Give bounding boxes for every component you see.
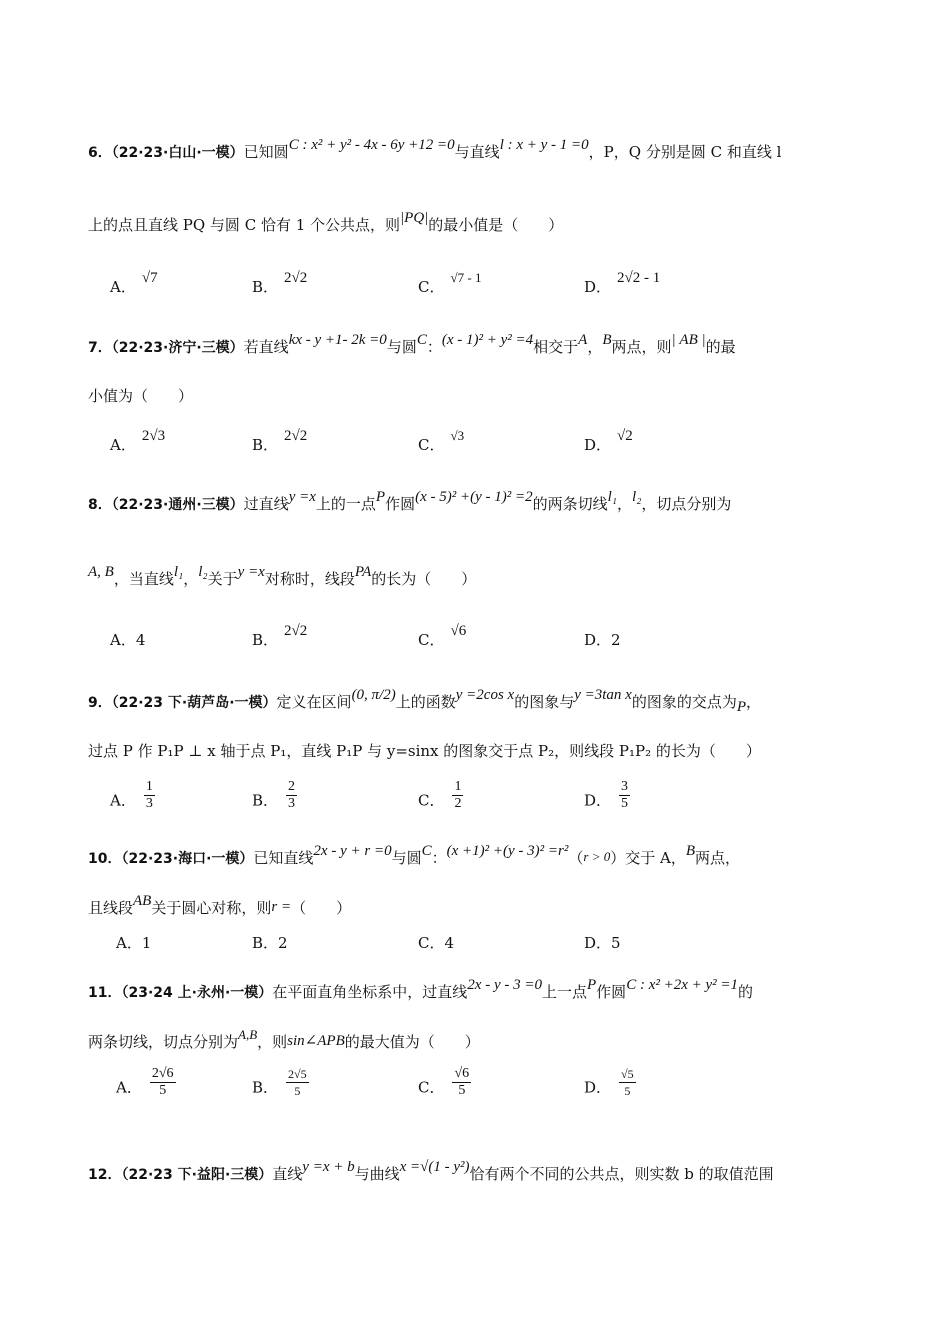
text-segment: PA [354, 564, 372, 580]
text-segment: 作圆 [385, 495, 416, 513]
text-segment: A,B [238, 1027, 258, 1042]
question-10-line-1 [88, 843, 862, 871]
question-8-line-1 [88, 489, 862, 517]
text-segment: 2 [288, 779, 296, 794]
question-source: （23·24 上·永州·一模） [121, 985, 273, 1001]
option-b [252, 270, 308, 297]
fraction [144, 779, 155, 812]
text-segment: ， [746, 693, 762, 711]
text-segment: B [602, 332, 612, 348]
option-c [418, 270, 482, 297]
text-segment: l₁ [607, 489, 618, 505]
text-segment: y =2cos x [455, 687, 515, 703]
text-segment: C． [418, 631, 445, 649]
option-b [252, 779, 297, 818]
text-segment: 小值为（ ） [88, 387, 194, 405]
text-segment: 的图象的交点为 [631, 693, 737, 711]
text-segment: sin∠APB [287, 1033, 345, 1049]
text-segment: P [375, 489, 386, 505]
text-segment: 3 [621, 779, 629, 794]
fraction [150, 1066, 176, 1099]
option-a [110, 428, 166, 455]
text-segment: 若直线 [243, 338, 289, 356]
text-segment: ，P，Q 分别是圆 C 和直线 l [588, 143, 782, 161]
question-8-line-2 [88, 564, 862, 592]
text-segment: √7 [141, 270, 158, 286]
fraction [452, 779, 463, 812]
text-segment: A． [110, 278, 136, 296]
text-segment: 两点， [695, 849, 741, 867]
question-source: （22·23·通州·三模） [111, 497, 244, 513]
text-segment: 与曲线 [354, 1165, 400, 1183]
question-number: 12． [88, 1167, 122, 1183]
text-segment: A． [110, 791, 136, 810]
text-segment: 过点 P 作 P₁P ⊥ x 轴于点 P₁，直线 P₁P 与 y=sinx 的图象交于点 P₂，则线段 P₁P₂ 的长为（ ） [88, 742, 761, 760]
text-segment: 1 [141, 934, 152, 952]
text-segment: D． [584, 1078, 612, 1097]
option-a [116, 1066, 176, 1105]
text-segment: √6 [450, 623, 467, 639]
question-8-options [110, 623, 870, 669]
question-number: 8． [88, 497, 112, 513]
text-segment: ）交于 A， [610, 849, 686, 867]
text-segment: l₂ [198, 564, 208, 580]
text-segment: D． [584, 278, 612, 296]
math-expression: (x - 5)² +(y - 1)² =2 [415, 489, 533, 505]
question-11-line-2 [88, 1027, 862, 1055]
text-segment: 4 [444, 934, 455, 952]
text-segment: 3 [145, 796, 153, 811]
question-7-line-2 [88, 384, 862, 408]
text-segment: √2 [617, 428, 633, 444]
text-segment: 的两条切线 [532, 495, 608, 513]
math-expression: C : x² + y² - 4x - 6y +12 =0 [288, 137, 455, 153]
option-c [418, 1066, 471, 1105]
question-source: （22·23 下·益阳·三模） [121, 1167, 273, 1183]
text-segment: P [736, 699, 747, 715]
text-segment: 上一点 [541, 983, 587, 1001]
text-segment: 的图象与 [514, 693, 575, 711]
text-segment: 作圆 [596, 983, 627, 1001]
question-number: 9． [88, 695, 112, 711]
text-segment: √7 - 1 [450, 270, 482, 285]
text-segment: AB [133, 893, 152, 909]
text-segment: B． [252, 934, 279, 952]
math-expression: kx - y +1- 2k =0 [288, 332, 387, 348]
text-segment: D． [584, 934, 612, 952]
question-6-options [110, 270, 870, 316]
math-expression: l : x + y - 1 =0 [499, 137, 589, 153]
text-segment: 4 [135, 631, 146, 649]
text-segment: y =3tan x [574, 687, 632, 703]
text-segment: √6 [454, 1066, 470, 1081]
math-expression: C : x² +2x + y² =1 [626, 977, 739, 993]
text-segment: 上的点且直线 PQ 与圆 C 恰有 1 个公共点，则 [88, 216, 401, 234]
fraction [452, 1066, 471, 1099]
text-segment: 2√2 [284, 623, 308, 639]
text-segment: 对称时，线段 [264, 570, 355, 588]
option-c [418, 428, 465, 455]
text-segment: （ ） [291, 899, 352, 917]
text-segment: 2 [611, 631, 621, 649]
text-segment: B． [252, 436, 279, 454]
option-c [418, 932, 454, 953]
question-10-line-2 [88, 893, 862, 921]
text-segment: 的最小值是（ ） [428, 216, 564, 234]
option-b [252, 1067, 309, 1105]
text-segment: 1 [145, 779, 153, 794]
question-source: （22·23·济宁·三模） [111, 340, 244, 356]
text-segment: ， [617, 495, 633, 513]
question-source: （22·23·海口·一模） [121, 851, 254, 867]
question-10-options [110, 932, 870, 972]
option-d [584, 779, 630, 818]
text-segment: 定义在区间 [276, 693, 352, 711]
text-segment: C． [418, 1078, 445, 1097]
option-d [584, 428, 633, 455]
question-7-options [110, 428, 870, 474]
text-segment: B [685, 843, 696, 859]
option-a [110, 779, 155, 818]
text-segment: 与圆 [391, 849, 422, 867]
text-segment: 上的函数 [395, 693, 456, 711]
text-segment: 关于 [207, 570, 238, 588]
text-segment: D． [584, 631, 612, 649]
text-segment: ， [587, 338, 603, 356]
text-segment: 直线 [272, 1165, 303, 1183]
text-segment: 在平面直角坐标系中，过直线 [272, 983, 468, 1001]
text-segment: 与圆 [386, 338, 417, 356]
text-segment: 2 [278, 934, 288, 952]
math-expression: (x +1)² +(y - 3)² =r² [446, 843, 569, 859]
question-11-options [110, 1066, 870, 1112]
text-segment: | AB | [671, 332, 706, 348]
question-source: （22·23·白山·一模） [111, 145, 244, 161]
text-segment: 上的一点 [315, 495, 376, 513]
text-segment: 两条切线，切点分别为 [88, 1033, 239, 1051]
text-segment: 5 [611, 934, 621, 952]
text-segment: C [421, 843, 432, 859]
text-segment: 1 [454, 779, 462, 794]
question-number: 6． [88, 145, 112, 161]
text-segment: y =x [288, 489, 316, 505]
text-segment: 2√6 [151, 1066, 174, 1081]
math-expression: (x - 1)² + y² =4 [441, 332, 534, 348]
text-segment: ，切点分别为 [641, 495, 732, 513]
fraction [286, 779, 297, 812]
text-segment: ， [183, 570, 199, 588]
text-segment: D． [584, 436, 612, 454]
question-6-line-1 [88, 137, 862, 165]
question-9-line-1 [88, 687, 862, 715]
question-number: 11． [88, 985, 122, 1001]
text-segment: ： [431, 849, 447, 867]
text-segment: C． [418, 278, 445, 296]
text-segment: A． [116, 934, 142, 952]
text-segment: 2√2 [284, 270, 308, 286]
text-segment: 2√2 [284, 428, 308, 444]
text-segment: 恰有两个不同的公共点，则实数 b 的取值范围 [469, 1165, 774, 1183]
text-segment: 的最大值为（ ） [344, 1033, 480, 1051]
text-segment: 2√5 [288, 1067, 307, 1081]
text-segment: √3 [450, 428, 465, 443]
text-segment: A, B [88, 564, 114, 580]
option-c [418, 779, 463, 818]
text-segment: ： [426, 338, 442, 356]
text-segment: 相交于 [533, 338, 579, 356]
option-d [584, 1067, 636, 1105]
option-a [110, 629, 145, 650]
text-segment: P [587, 977, 597, 993]
option-b [252, 932, 288, 953]
text-segment: 5 [624, 1084, 631, 1098]
question-12-line-1 [88, 1159, 862, 1187]
fraction [286, 1066, 309, 1099]
text-segment: l₁ [173, 564, 184, 580]
question-11-line-1 [88, 977, 862, 1005]
text-segment: A． [116, 1078, 142, 1097]
text-segment: （ [568, 849, 584, 867]
text-segment: 的 [738, 983, 754, 1001]
text-segment: r > 0 [583, 849, 611, 864]
fraction [619, 1066, 636, 1099]
text-segment: 5 [159, 1083, 167, 1098]
math-expression: |PQ| [400, 210, 429, 226]
math-expression: (0, π/2) [351, 687, 396, 703]
text-segment: y =x + b [302, 1159, 355, 1175]
text-segment: C． [418, 791, 445, 810]
option-a [116, 932, 151, 953]
text-segment: 的长为（ ） [371, 570, 477, 588]
option-d [584, 629, 621, 650]
text-segment: 2√3 [141, 428, 166, 444]
text-segment: 的最 [705, 338, 736, 356]
text-segment: B． [252, 791, 279, 810]
option-c [418, 623, 467, 650]
text-segment: 5 [294, 1084, 301, 1098]
option-a [110, 270, 158, 297]
text-segment: A [578, 332, 588, 348]
text-segment: D． [584, 791, 612, 810]
text-segment: A． [110, 436, 136, 454]
text-segment: 2x - y - 3 =0 [467, 977, 542, 993]
text-segment: 两点，则 [611, 338, 672, 356]
text-segment: 已知圆 [243, 143, 289, 161]
question-7-line-1 [88, 332, 862, 360]
text-segment: B． [252, 1078, 279, 1097]
text-segment: 关于圆心对称，则 [151, 899, 272, 917]
text-segment: B． [252, 631, 279, 649]
question-number: 10． [88, 851, 122, 867]
option-d [584, 270, 661, 297]
question-source: （22·23 下·葫芦岛·一模） [111, 695, 277, 711]
text-segment: l₂ [632, 489, 642, 505]
question-9-line-2 [88, 739, 862, 763]
question-6-line-2 [88, 210, 862, 238]
text-segment: ，则 [257, 1033, 288, 1051]
text-segment: C． [418, 934, 445, 952]
text-segment: C [416, 332, 427, 348]
text-segment: 5 [621, 796, 629, 811]
text-segment: 且线段 [88, 899, 134, 917]
math-expression: x =√(1 - y²) [399, 1159, 470, 1175]
text-segment: 过直线 [243, 495, 289, 513]
text-segment: y =x [237, 564, 265, 580]
text-segment: r = [271, 899, 292, 915]
text-segment: 2x - y + r =0 [313, 843, 392, 859]
text-segment: ，当直线 [113, 570, 174, 588]
text-segment: 2 [454, 796, 462, 811]
text-segment: √5 [621, 1067, 634, 1081]
question-9-options [110, 779, 870, 825]
option-d [584, 932, 621, 953]
text-segment: 3 [288, 796, 296, 811]
text-segment: 5 [458, 1083, 466, 1098]
option-b [252, 428, 308, 455]
question-number: 7． [88, 340, 112, 356]
fraction [619, 779, 630, 812]
text-segment: A． [110, 631, 136, 649]
text-segment: 2√2 - 1 [617, 270, 661, 286]
text-segment: 与直线 [454, 143, 500, 161]
text-segment: C． [418, 436, 445, 454]
text-segment: 已知直线 [253, 849, 314, 867]
option-b [252, 623, 308, 650]
text-segment: B． [252, 278, 279, 296]
